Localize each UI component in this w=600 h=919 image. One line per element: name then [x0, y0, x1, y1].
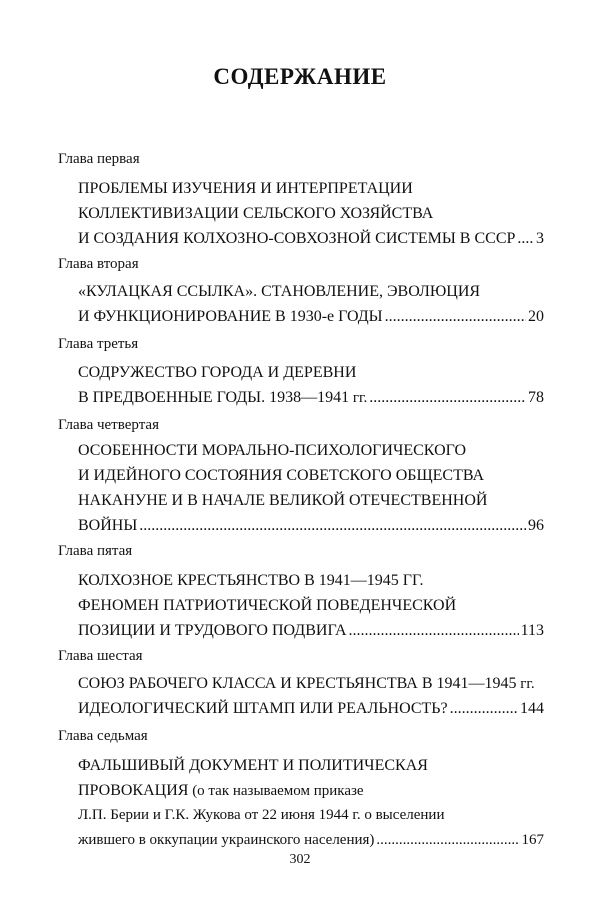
toc-entry-line: Л.П. Берии и Г.К. Жукова от 22 июня 1944 г. о выселении [78, 807, 445, 823]
chapter-label-3: Глава третья [58, 336, 139, 352]
dot-leader [139, 513, 526, 538]
toc-page-number: 113 [520, 622, 544, 639]
page-footer-number: 302 [289, 852, 311, 867]
toc-entry-2[interactable] [78, 279, 544, 329]
toc-entry-line: ФАЛЬШИВЫЙ ДОКУМЕНТ И ПОЛИТИЧЕСКАЯ [78, 757, 428, 774]
toc-entry-text: ВОЙНЫ [78, 517, 138, 534]
toc-entry-line: И ИДЕЙНОГО СОСТОЯНИЯ СОВЕТСКОГО ОБЩЕСТВА [78, 467, 485, 484]
toc-entry-line [78, 778, 544, 803]
toc-entry-line: НАКАНУНЕ И В НАЧАЛЕ ВЕЛИКОЙ ОТЕЧЕСТВЕННОЙ [78, 492, 488, 509]
toc-entry-text-sub: (о так называемом приказе [188, 783, 364, 799]
toc-entry-line: ПРОБЛЕМЫ ИЗУЧЕНИЯ И ИНТЕРПРЕТАЦИИ [78, 180, 413, 197]
dot-leader [450, 696, 518, 721]
toc-page-number: 78 [528, 389, 544, 406]
toc-entry-last-line [78, 304, 544, 329]
toc-entry-3[interactable] [78, 360, 544, 410]
toc-entry-line: ФЕНОМЕН ПАТРИОТИЧЕСКОЙ ПОВЕДЕНЧЕСКОЙ [78, 597, 457, 614]
chapter-label-6: Глава шестая [58, 648, 143, 664]
toc-entry-text: И СОЗДАНИЯ КОЛХОЗНО-СОВХОЗНОЙ СИСТЕМЫ В СССР [78, 230, 516, 247]
toc-entry-line: СОДРУЖЕСТВО ГОРОДА И ДЕРЕВНИ [78, 364, 357, 381]
chapter-label-1: Глава первая [58, 151, 140, 167]
toc-entry-text: ИДЕОЛОГИЧЕСКИЙ ШТАМП ИЛИ РЕАЛЬНОСТЬ? [78, 700, 448, 717]
chapter-label-5: Глава пятая [58, 543, 133, 559]
toc-entry-text [78, 385, 367, 411]
toc-entry-line: «КУЛАЦКАЯ ССЫЛКА». СТАНОВЛЕНИЕ, ЭВОЛЮЦИЯ [78, 283, 481, 300]
dot-leader [369, 385, 526, 410]
chapter-label-4: Глава четвертая [58, 417, 159, 433]
toc-entry-text: И ФУНКЦИОНИРОВАНИЕ В 1930-е ГОДЫ [78, 308, 383, 325]
dot-leader [376, 828, 519, 853]
toc-entry-text: ПОЗИЦИИ И ТРУДОВОГО ПОДВИГА [78, 622, 347, 639]
toc-entry-text: жившего в оккупации украинского населения) [78, 832, 375, 848]
toc-entry-line: КОЛЛЕКТИВИЗАЦИИ СЕЛЬСКОГО ХОЗЯЙСТВА [78, 205, 434, 222]
toc-page-number: 144 [520, 700, 544, 717]
toc-entry-6[interactable] [78, 671, 544, 721]
toc-entry-last-line [78, 226, 544, 251]
toc-entry-text-sub: гг. [516, 676, 535, 692]
toc-entry-line [78, 671, 544, 696]
toc-entry-last-line [78, 513, 544, 538]
toc-entry-7[interactable] [78, 753, 544, 853]
toc-entry-last-line [78, 385, 544, 410]
chapter-label-7: Глава седьмая [58, 728, 148, 744]
toc-entry-5[interactable] [78, 568, 544, 643]
toc-entry-last-line [78, 696, 544, 721]
dot-leader [385, 304, 526, 329]
toc-page-number: 20 [528, 308, 544, 325]
dot-leader [517, 226, 534, 251]
toc-page-number: 96 [528, 517, 544, 534]
toc-page-number: 167 [521, 832, 544, 848]
dot-leader [349, 618, 519, 643]
toc-page-number: 3 [536, 230, 544, 247]
toc-entry-text-main: СОЮЗ РАБОЧЕГО КЛАССА И КРЕСТЬЯНСТВА В 1941—1945 [78, 675, 517, 692]
toc-entry-line: ОСОБЕННОСТИ МОРАЛЬНО-ПСИХОЛОГИЧЕСКОГО [78, 442, 467, 459]
toc-entry-text-main: ПРОВОКАЦИЯ [78, 782, 189, 799]
toc-entry-text-sub: гг. [349, 390, 368, 406]
toc-entry-last-line [78, 618, 544, 643]
chapter-label-2: Глава вторая [58, 256, 139, 272]
toc-entry-text-main: В ПРЕДВОЕННЫЕ ГОДЫ. 1938—1941 [78, 389, 350, 406]
page-title: СОДЕРЖАНИЕ [213, 64, 387, 89]
toc-entry-4[interactable] [78, 438, 544, 538]
toc-entry-1[interactable] [78, 176, 544, 251]
toc-entry-last-line [78, 828, 544, 853]
toc-entry-line: КОЛХОЗНОЕ КРЕСТЬЯНСТВО В 1941—1945 ГГ. [78, 572, 424, 589]
